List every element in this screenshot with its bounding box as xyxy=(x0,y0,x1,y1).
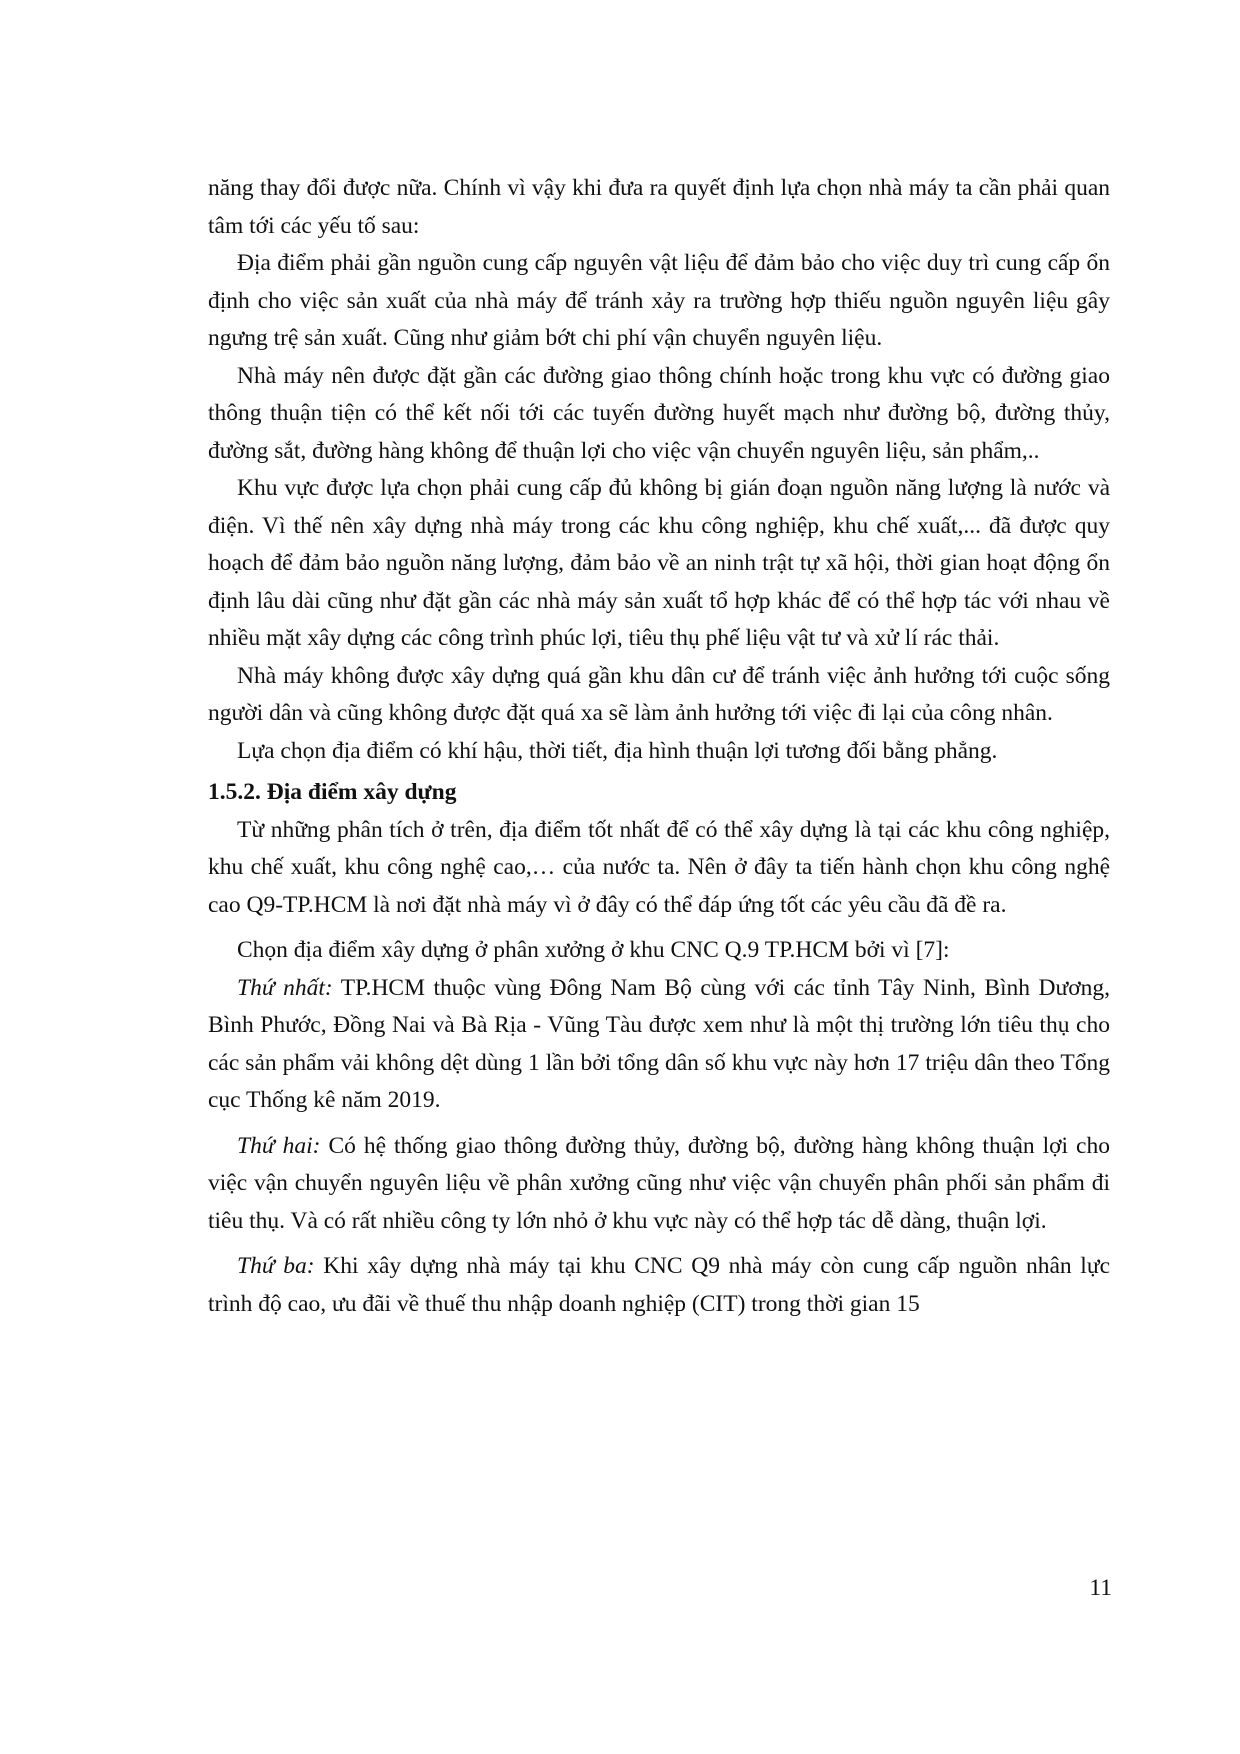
reason-third-text: Khi xây dựng nhà máy tại khu CNC Q9 nhà máy còn cung cấp nguồn nhân lực trình độ cao, ưu đãi về thuế thu nhập doanh nghiệp (CIT) trong thời gian 15 xyxy=(208,1253,1111,1317)
reason-first xyxy=(208,970,1110,1120)
reason-second-text: Có hệ thống giao thông đường thủy, đường bộ, đường hàng không thuận lợi cho việc vận chuyển nguyên liệu về phân xưởng cũng như việc vận chuyển phân phối sản phẩm đi tiêu thụ. Và có rất nhiều công ty lớn nhỏ ở khu vực này có thể hợp tác dễ dàng, thuận lợi. xyxy=(208,1132,1110,1234)
reason-first-text: TP.HCM thuộc vùng Đông Nam Bộ cùng với các tỉnh Tây Ninh, Bình Dương, Bình Phước, Đồng Nai và Bà Rịa - Vũng Tàu được xem như là một thị trường lớn tiêu thụ cho các sản phẩm vải không dệt dùng 1 lần bởi tổng dân số khu vực này hơn 17 triệu dân theo Tổng cục Thống kê năm 2019. xyxy=(208,974,1111,1113)
reason-third xyxy=(208,1248,1110,1323)
paragraph-climate-terrain: Lựa chọn địa điểm có khí hậu, thời tiết, địa hình thuận lợi tương đối bằng phẳng. xyxy=(237,737,998,764)
page-body xyxy=(208,170,1110,1323)
paragraph-raw-material-proximity: Địa điểm phải gần nguồn cung cấp nguyên vật liệu để đảm bảo cho việc duy trì cung cấp ổn định cho việc sản xuất của nhà máy để tránh xảy ra trường hợp thiếu nguồn nguyên liệu gây ngưng trệ sản xuất. Cũng như giảm bớt chi phí vận chuyển nguyên liệu. xyxy=(208,250,1110,351)
reason-second xyxy=(208,1128,1110,1241)
paragraph-site-selection: Từ những phân tích ở trên, địa điểm tốt nhất để có thể xây dựng là tại các khu công nghiệp, khu chế xuất, khu công nghệ cao,… của nước ta. Nên ở đây ta tiến hành chọn khu công nghệ cao Q9-TP.HCM là nơi đặt nhà máy vì ở đây có thể đáp ứng tốt các yêu cầu đã đề ra. xyxy=(208,816,1110,918)
reason-third-label: Thứ ba: xyxy=(237,1253,315,1279)
paragraph-residential-distance: Nhà máy không được xây dựng quá gần khu dân cư để tránh việc ảnh hưởng tới cuộc sống người dân và cũng không được đặt quá xa sẽ làm ảnh hưởng tới việc đi lại của công nhân. xyxy=(208,662,1110,726)
page-number: 11 xyxy=(1089,1575,1112,1601)
paragraph-continuation: năng thay đổi được nữa. Chính vì vậy khi đưa ra quyết định lựa chọn nhà máy ta cần phải quan tâm tới các yếu tố sau: xyxy=(208,175,1110,239)
reason-second-label: Thứ hai: xyxy=(237,1132,321,1159)
paragraph-reasons-intro: Chọn địa điểm xây dựng ở phân xưởng ở khu CNC Q.9 TP.HCM bởi vì [7]: xyxy=(237,937,950,963)
section-heading: 1.5.2. Địa điểm xây dựng xyxy=(208,779,457,805)
paragraph-transport-access: Nhà máy nên được đặt gần các đường giao thông chính hoặc trong khu vực có đường giao thông thuận tiện có thể kết nối tới các tuyến đường huyết mạch như đường bộ, đường thủy, đường sắt, đường hàng không để thuận lợi cho việc vận chuyển nguyên liệu, sản phẩm,.. xyxy=(208,362,1110,464)
paragraph-energy-supply: Khu vực được lựa chọn phải cung cấp đủ không bị gián đoạn nguồn năng lượng là nước và điện. Vì thế nên xây dựng nhà máy trong các khu công nghiệp, khu chế xuất,... đã được quy hoạch để đảm bảo nguồn năng lượng, đảm bảo về an ninh trật tự xã hội, thời gian hoạt động ổn định lâu dài cũng như đặt gần các nhà máy sản xuất tổ hợp khác để có thể hợp tác với nhau về nhiều mặt xây dựng các công trình phúc lợi, tiêu thụ phế liệu vật tư và xử lí rác thải. xyxy=(208,475,1110,651)
reason-first-label: Thứ nhất: xyxy=(237,974,333,1001)
